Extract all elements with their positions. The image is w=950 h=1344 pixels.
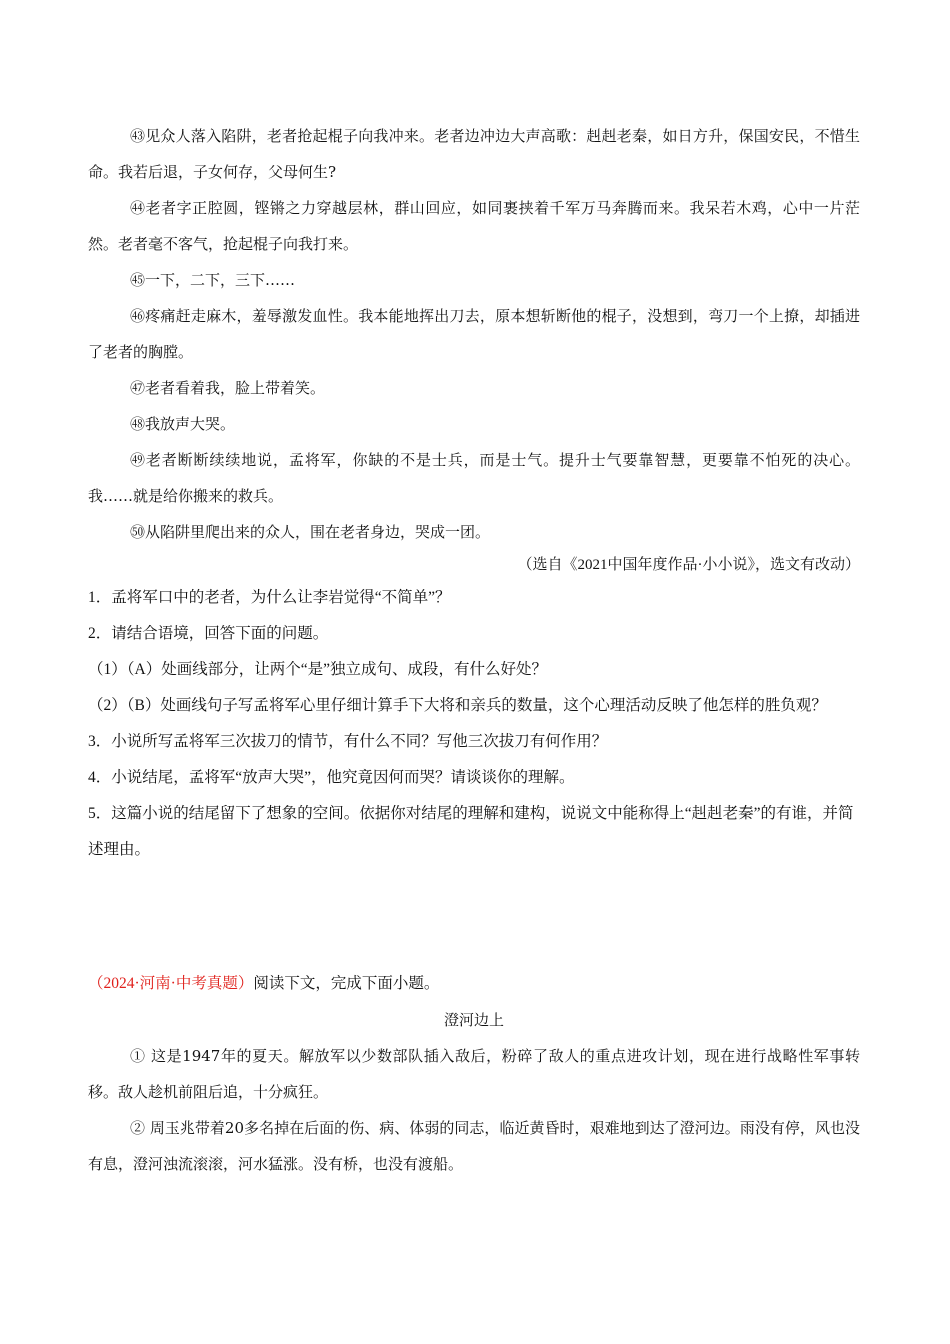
story-paragraph-47: ㊼老者看着我，脸上带着笑。 [130, 379, 326, 397]
new-story-paragraph-1: ① 这是1947年的夏天。解放军以少数部队插入敌后，粉碎了敌人的重点进攻计划，现在进行战略性军事转移。敌人趁机前阻后追，十分疯狂。 [88, 1047, 860, 1101]
story-paragraph-48: ㊽我放声大哭。 [130, 415, 236, 433]
section-intro [88, 966, 860, 1002]
question-list [88, 580, 860, 868]
story-title: 澄河边上 [443, 1011, 504, 1029]
question-3: 3．小说所写孟将军三次拔刀的情节，有什么不同？写他三次拔刀有何作用？ [88, 733, 608, 750]
question-4: 4．小说结尾，孟将军“放声大哭”，他究竟因何而哭？请谈谈你的理解。 [88, 769, 575, 786]
question-5: 5．这篇小说的结尾留下了想象的空间。依据你对结尾的理解和建构，说说文中能称得上“赳赳老秦”的有谁，并简述理由。 [88, 805, 854, 858]
source-note: （选自《2021中国年度作品·小小说》，选文有改动） [517, 557, 860, 573]
exam-source-tag: （2024·河南·中考真题） [88, 975, 254, 992]
new-story-paragraph-2: ② 周玉兆带着20多名掉在后面的伤、病、体弱的同志，临近黄昏时，艰难地到达了澄河边。雨没有停，风也没有息，澄河浊流滚滚，河水猛涨。没有桥，也没有渡船。 [88, 1119, 860, 1173]
story-paragraph-44: ㊹老者字正腔圆，铿锵之力穿越层林，群山回应，如同裹挟着千军万马奔腾而来。我呆若木鸡，心中一片茫然。老者毫不客气，抢起棍子向我打来。 [88, 199, 860, 253]
document-page [88, 118, 860, 1182]
question-2-1: （1）（A）处画线部分，让两个“是”独立成句、成段，有什么好处？ [88, 661, 547, 678]
section-spacer [88, 868, 860, 966]
question-2: 2．请结合语境，回答下面的问题。 [88, 625, 329, 642]
section-instruction: 阅读下文，完成下面小题。 [253, 975, 440, 992]
story-paragraph-43: ㊸见众人落入陷阱，老者抢起棍子向我冲来。老者边冲边大声高歌：赳赳老秦，如日方升，保国安民，不惜生命。我若后退，子女何存，父母何生? [88, 127, 860, 181]
question-1: 1．孟将军口中的老者，为什么让李岩觉得“不简单”？ [88, 589, 451, 606]
story-paragraph-46: ㊻疼痛赶走麻木，羞辱激发血性。我本能地挥出刀去，原本想斩断他的棍子，没想到，弯刀一个上撩，却插进了老者的胸膛。 [88, 307, 860, 361]
story-paragraph-49: ㊾老者断断续续地说，孟将军，你缺的不是士兵，而是士气。提升士气要靠智慧，更要靠不怕死的决心。我……就是给你搬来的救兵。 [88, 451, 860, 505]
story-paragraph-45: ㊺一下，二下，三下…… [130, 271, 296, 289]
story-paragraph-50: ㊿从陷阱里爬出来的众人，围在老者身边，哭成一团。 [130, 523, 491, 541]
question-2-2: （2）（B）处画线句子写孟将军心里仔细计算手下大将和亲兵的数量，这个心理活动反映了他怎样的胜负观？ [88, 697, 827, 714]
